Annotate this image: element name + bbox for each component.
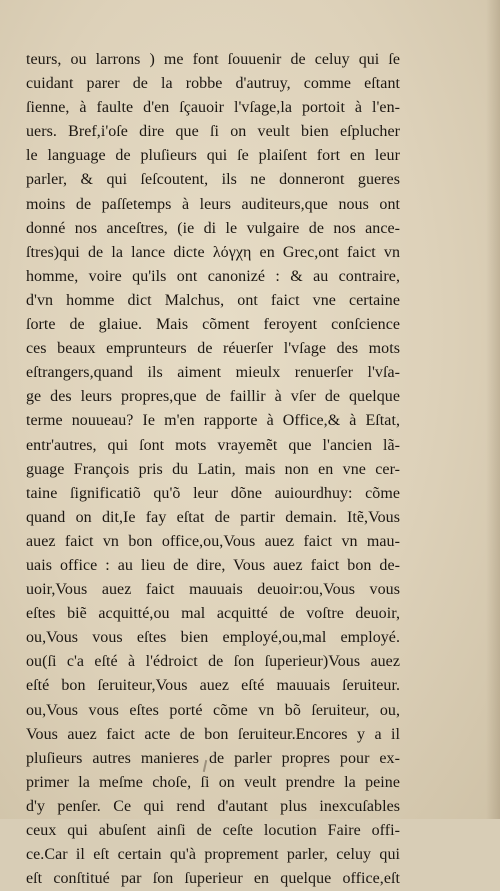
text-line: ſtres)qui de la lance dicte λόγχη en Grec,ont faict vn (26, 243, 400, 261)
text-line: d'vn homme dict Malchus, ont faict vne certaine (26, 291, 400, 309)
text-line: ou(ſi c'a eſté à l'édroict de ſon ſuperieur)Vous auez (26, 653, 400, 671)
text-line: taine ſignificatiõ qu'õ leur dõne auiourdhuy: cõme (26, 484, 400, 502)
text-line: d'y penſer. Ce qui rend d'autant plus inexcuſables (26, 797, 400, 815)
text-line: eſtes biẽ acquitté,ou mal acquitté de voſtre deuoir, (26, 605, 400, 623)
text-line: eſté bon ſeruiteur,Vous auez eſté mauuais ſeruiteur. (26, 677, 400, 695)
body-text (26, 48, 400, 891)
text-line: ou,Vous vous eſtes porté cõme vn bõ ſeruiteur, ou, (26, 701, 400, 719)
text-line: primer la meſme choſe, ſi on veult prendre la peine (26, 773, 400, 791)
text-line: eſt conſtitué par ſon ſuperieur en quelque office,eſt (26, 870, 400, 888)
text-line: ge des leurs propres,que de faillir à vſer de quelque (26, 388, 400, 406)
text-line: le language de pluſieurs qui ſe plaiſent fort en leur (26, 147, 400, 165)
text-line: eſtrangers,quand ils aiment mieulx renuerſer l'vſa- (26, 364, 400, 382)
text-line: donné nos anceſtres, (ie di le vulgaire de nos ance- (26, 219, 400, 237)
text-line: cuidant parer de la robbe d'autruy, comme eſtant (26, 75, 400, 93)
text-line: entr'autres, qui ſont mots vrayemẽt que l'ancien lã- (26, 436, 400, 454)
text-line: quand on dit,Ie fay eſtat de partir demain. Itẽ,Vous (26, 508, 400, 526)
text-line: parler, & qui ſeſcoutent, ils ne donneront gueres (26, 171, 400, 189)
text-line: ou,Vous vous eſtes bien employé,ou,mal employé. (26, 629, 400, 647)
text-line: ce.Car il eſt certain qu'à proprement parler, celuy qui (26, 846, 400, 864)
text-line: auez faict vn bon office,ou,Vous auez faict vn mau- (26, 532, 400, 550)
text-line: ſienne, à faulte d'en ſçauoir l'vſage,la portoit à l'en- (26, 99, 400, 117)
text-line: Vous auez faict acte de bon ſeruiteur.Encores y a il (26, 725, 400, 743)
text-line: teurs, ou larrons ) me font ſouuenir de celuy qui ſe (26, 51, 400, 68)
text-line: homme, voire qu'ils ont canonizé : & au contraire, (26, 267, 400, 285)
text-line: moins de paſſetemps à leurs auditeurs,que nous ont (26, 195, 400, 213)
text-line: ſorte de glaiue. Mais cõment feroyent conſcience (26, 316, 400, 334)
text-line: ces beaux emprunteurs de réuerſer l'vſage des mots (26, 340, 400, 358)
page-edge-shadow (486, 0, 500, 819)
text-line: terme nouueau? Ie m'en rapporte à Office,& à Eſtat, (26, 412, 400, 430)
text-line: pluſieurs autres manieres de parler propres pour ex- (26, 749, 400, 767)
text-line: uers. Bref,i'oſe dire que ſi on veult bien eſplucher (26, 123, 400, 141)
text-line: guage François pris du Latin, mais non en vne cer- (26, 460, 400, 478)
text-line: uoir,Vous auez faict mauuais deuoir:ou,Vous vous (26, 581, 400, 599)
text-line: uais office : au lieu de dire, Vous auez faict bon de- (26, 556, 400, 574)
text-line: ceux qui abuſent ainſi de ceſte locution Faire offi- (26, 822, 400, 839)
